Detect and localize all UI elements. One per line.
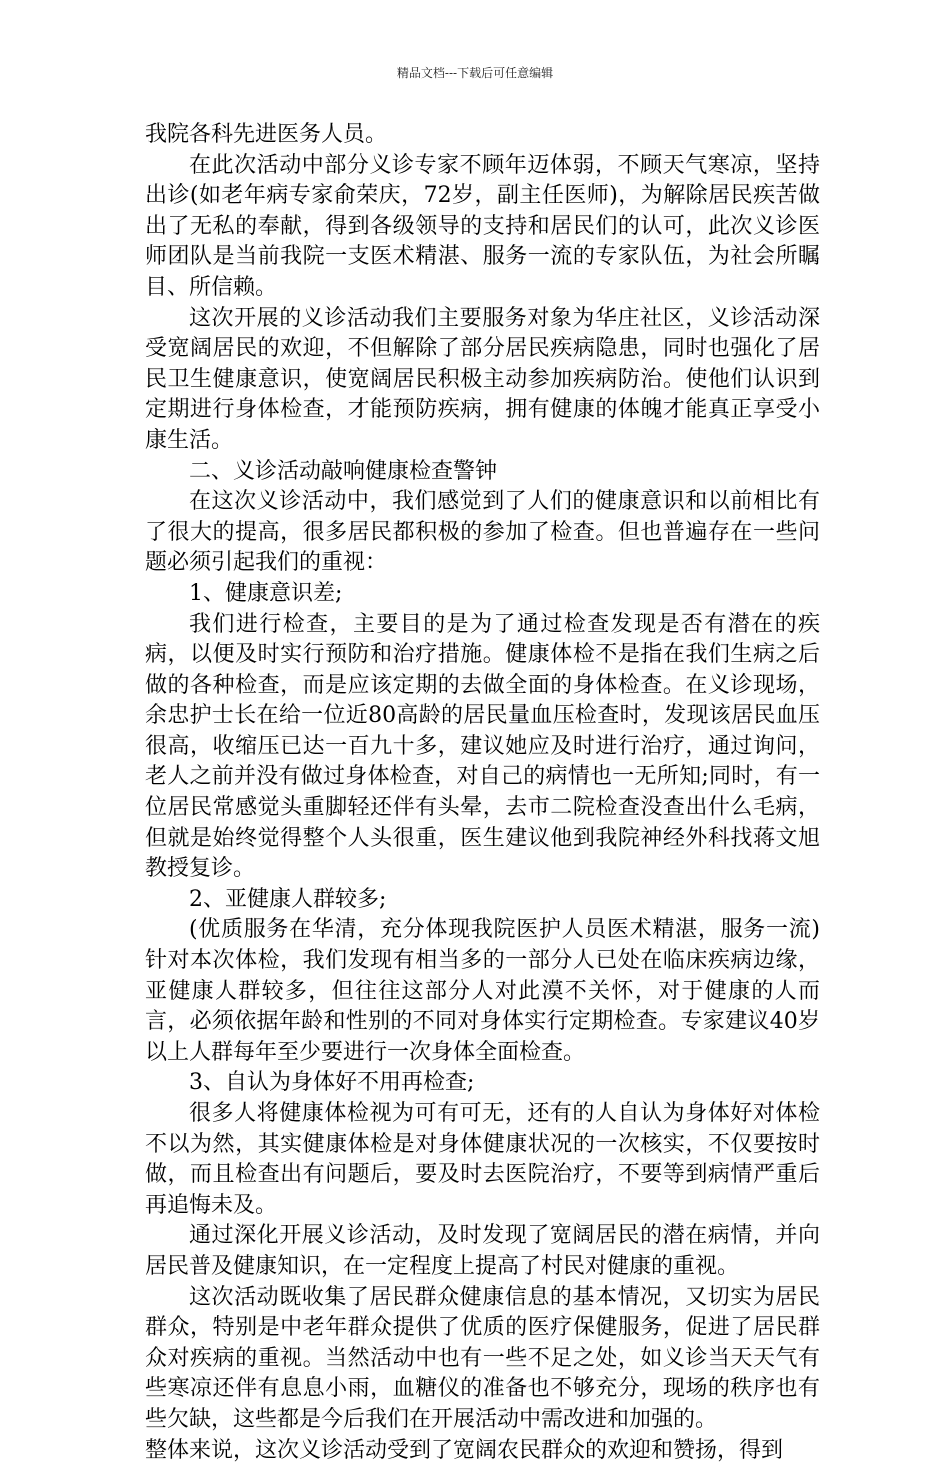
paragraph: 通过深化开展义诊活动，及时发现了宽阔居民的潜在病情，并向居民普及健康知识，在一定程度上提高了村民对健康的重视。	[145, 1223, 820, 1279]
paragraph: 在这次义诊活动中，我们感觉到了人们的健康意识和以前相比有了很大的提高，很多居民都积极的参加了检查。但也普遍存在一些问题必须引起我们的重视：	[145, 489, 820, 576]
page-header: 精品文档---下载后可任意编辑	[396, 66, 554, 80]
paragraph: 这次开展的义诊活动我们主要服务对象为华庄社区，义诊活动深受宽阔居民的欢迎，不但解除了部分居民疾病隐患，同时也强化了居民卫生健康意识，使宽阔居民积极主动参加疾病防治。使他们认识到定期进行身体检查，才能预防疾病，拥有健康的体魄才能真正享受小康生活。	[145, 305, 820, 453]
paragraph: 很多人将健康体检视为可有可无，还有的人自认为身体好对体检不以为然，其实健康体检是对身体健康状况的一次核实，不仅要按时做，而且检查出有问题后，要及时去医院治疗，不要等到病情严重后再追悔未及。	[145, 1101, 820, 1218]
paragraph: 2、亚健康人群较多;	[189, 886, 387, 912]
paragraph: (优质服务在华清，充分体现我院医护人员医术精湛，服务一流)针对本次体检，我们发现有相当多的一部分人已处在临床疾病边缘，亚健康人群较多，但往往这部分人对此漠不关怀，对于健康的人而言，必须依据年龄和性别的不同对身体实行定期检查。专家建议40岁以上人群每年至少要进行一次身体全面检查。	[145, 917, 820, 1065]
paragraph: 整体来说，这次义诊活动受到了宽阔农民群众的欢迎和赞扬，得到	[145, 1437, 784, 1463]
paragraph: 在此次活动中部分义诊专家不顾年迈体弱，不顾天气寒凉，坚持出诊(如老年病专家俞荣庆，72岁，副主任医师)，为解除居民疾苦做出了无私的奉献，得到各级领导的支持和居民们的认可，此次义诊医师团队是当前我院一支医术精湛、服务一流的专家队伍，为社会所瞩目、所信赖。	[145, 152, 820, 300]
paragraph: 二、义诊活动敲响健康检查警钟	[189, 458, 498, 484]
paragraph: 这次活动既收集了居民群众健康信息的基本情况，又切实为居民群众，特别是中老年群众提供了优质的医疗保健服务，促进了居民群众对疾病的重视。当然活动中也有一些不足之处，如义诊当天天气有些寒凉还伴有息息小雨，血糖仪的准备也不够充分，现场的秩序也有些欠缺，这些都是今后我们在开展活动中需改进和加强的。	[145, 1284, 820, 1432]
document-body	[145, 120, 820, 1466]
paragraph: 我院各科先进医务人员。	[145, 122, 388, 147]
paragraph: 3、自认为身体好不用再检查;	[189, 1070, 475, 1096]
paragraph: 我们进行检查，主要目的是为了通过检查发现是否有潜在的疾病，以便及时实行预防和治疗措施。健康体检不是指在我们生病之后做的各种检查，而是应该定期的去做全面的身体检查。在义诊现场，余忠护士长在给一位近80高龄的居民量血压检查时，发现该居民血压很高，收缩压已达一百九十多，建议她应及时进行治疗，通过询问，老人之前并没有做过身体检查，对自己的病情也一无所知;同时，有一位居民常感觉头重脚轻还伴有头晕，去市二院检查没查出什么毛病，但就是始终觉得整个人头很重，医生建议他到我院神经外科找蒋文旭教授复诊。	[145, 611, 820, 882]
paragraph: 1、健康意识差;	[189, 580, 343, 606]
